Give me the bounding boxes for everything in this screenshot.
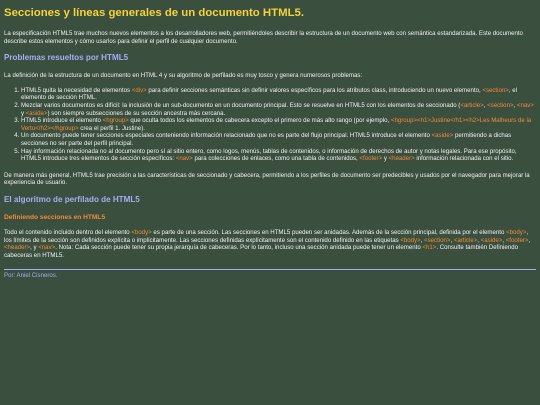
code-tag: <article>	[460, 101, 484, 109]
section-heading-problems: Problemas resueltos por HTML5	[4, 53, 129, 63]
para-text: ,	[502, 236, 506, 244]
code-tag: <aside>	[25, 109, 48, 117]
code-tag: <div>	[131, 86, 147, 94]
code-tag: <hgroup>	[102, 117, 129, 125]
section-heading-algorithm: El algoritmo de perfilado de HTML5	[4, 194, 140, 204]
item-text: crea el perfil 1. Justine).	[78, 124, 145, 132]
intro-paragraph: La especificación HTML5 trae muchos nuevos elementos a los desarrolladores web, permitiéndoles describir la estructura de un documento web con semántica estandarizada. Este documento describe estos elementos y cómo usarlos para definir el perfil de cualquier documento.	[4, 30, 523, 45]
item-text: ,	[483, 101, 488, 109]
item-text: y	[21, 109, 26, 117]
para-text: ,	[528, 236, 531, 244]
code-tag: <aside>	[431, 132, 454, 140]
item-text: información relacionada con el sitio.	[414, 155, 514, 163]
code-tag: <footer>	[505, 236, 529, 244]
code-tag: <body>	[131, 228, 152, 236]
para-text: ,	[450, 236, 454, 244]
item-text: Hay información relacionada no al documento pero sí al sitio entero, como logos, menús, tablas de contenidos, o información de derechos de autor y notas legales. Para ese propósito, HTML5 introduce tres elementos de sección específicos:	[21, 147, 517, 163]
para-text: . Consulte también Definiendo cabeceras en HTML5.	[4, 244, 518, 259]
item-text: Un documento puede tener secciones especiales conteniendo información relacionado que no es parte del flujo principal. HTML5 introduce el elemento	[21, 132, 432, 140]
code-tag: <nav>	[516, 101, 534, 109]
list-item	[21, 132, 536, 147]
footer-divider	[4, 269, 536, 270]
subheading-defining-sections: Definiendo secciones en HTML5	[4, 213, 106, 221]
code-tag: <section>	[482, 86, 509, 94]
item-text: HTML5 introduce el elemento	[21, 117, 103, 125]
problems-list	[4, 87, 536, 163]
code-tag: <nav>	[38, 244, 56, 252]
list-item	[21, 148, 536, 163]
code-tag: <aside>	[480, 236, 503, 244]
para-text: Todo el contenido incluido dentro del elemento	[4, 228, 132, 236]
item-text: y	[382, 155, 389, 163]
item-text: ,	[513, 101, 517, 109]
code-tag: <hgroup><h1>Justine</h1><h2>Les Malheurs de la Vertu</h2></hgroup>	[21, 117, 532, 132]
list-item	[21, 87, 536, 102]
code-tag: <section>	[424, 236, 451, 244]
page-title: Secciones y líneas generales de un documento HTML5.	[4, 7, 305, 19]
para-text: es parte de una sección. Las secciones en HTML5 pueden ser anidadas. Además de la sección principal, definida por el elemento	[151, 228, 507, 236]
item-text: Mezclar varios documentos es difícil: la inclusión de un sub-documento en un documento principal. Esto se resuelve en HTML5 con los elementos de seccionado (	[21, 101, 461, 109]
problems-lead: La definición de la estructura de un documento en HTML 4 y su algoritmo de perfilado es muy tosco y genera numerosos problemas:	[4, 72, 363, 80]
list-item	[21, 117, 536, 132]
item-text: para colecciones de enlaces, como una tabla de contenidos,	[192, 155, 360, 163]
code-tag: <section>	[487, 101, 514, 109]
code-tag: <h1>	[422, 244, 437, 252]
para-text: ,	[420, 236, 425, 244]
para-text: , los límites de la sección son definidos explícita o implícitamente. Las secciones definidas explícitamente son el contenido definido en las etiquetas	[4, 228, 529, 244]
item-text: permitiendo a dichas secciones no ser parte del perfil principal.	[21, 132, 512, 147]
para-text: . Nota: Cada sección puede tener su propia jerarquía de cabeceras. Por lo tanto, incluso una sección anidada puede tener un elemento	[55, 244, 423, 252]
author-footer: Por: Aniel Cisneros.	[4, 272, 58, 280]
code-tag: <body>	[506, 228, 527, 236]
item-text: que oculta todos los elementos de cabecera excepto el primero de más alto rango (por ejemplo,	[128, 117, 391, 125]
code-tag: <header>	[388, 155, 415, 163]
list-item	[21, 102, 536, 117]
code-tag: <body>	[400, 236, 421, 244]
code-tag: <nav>	[175, 155, 193, 163]
code-tag: <footer>	[359, 155, 383, 163]
code-tag: <header>	[4, 244, 31, 252]
problems-closing: De manera más general, HTML5 trae precisión a las características de seccionado y cabecera, permitiendo a los perfiles de documento ser predecibles y usados por el navegador para mejorar la experiencia de usuario.	[4, 171, 530, 187]
item-text: HTML5 quita la necesidad de elementos	[21, 86, 132, 94]
item-text: , el elemento de sección HTML.	[21, 86, 517, 102]
sections-paragraph	[4, 229, 536, 259]
item-text: ) son siempre subsecciones de su sección ancestra más cercana.	[47, 109, 226, 117]
item-text: para definir secciones semánticas sin definir valores específicos para los atributos class, introduciendo un nuevo elemento,	[146, 86, 483, 94]
para-text: ,	[477, 236, 481, 244]
code-tag: <article>	[453, 236, 478, 244]
para-text: , y	[30, 244, 39, 252]
